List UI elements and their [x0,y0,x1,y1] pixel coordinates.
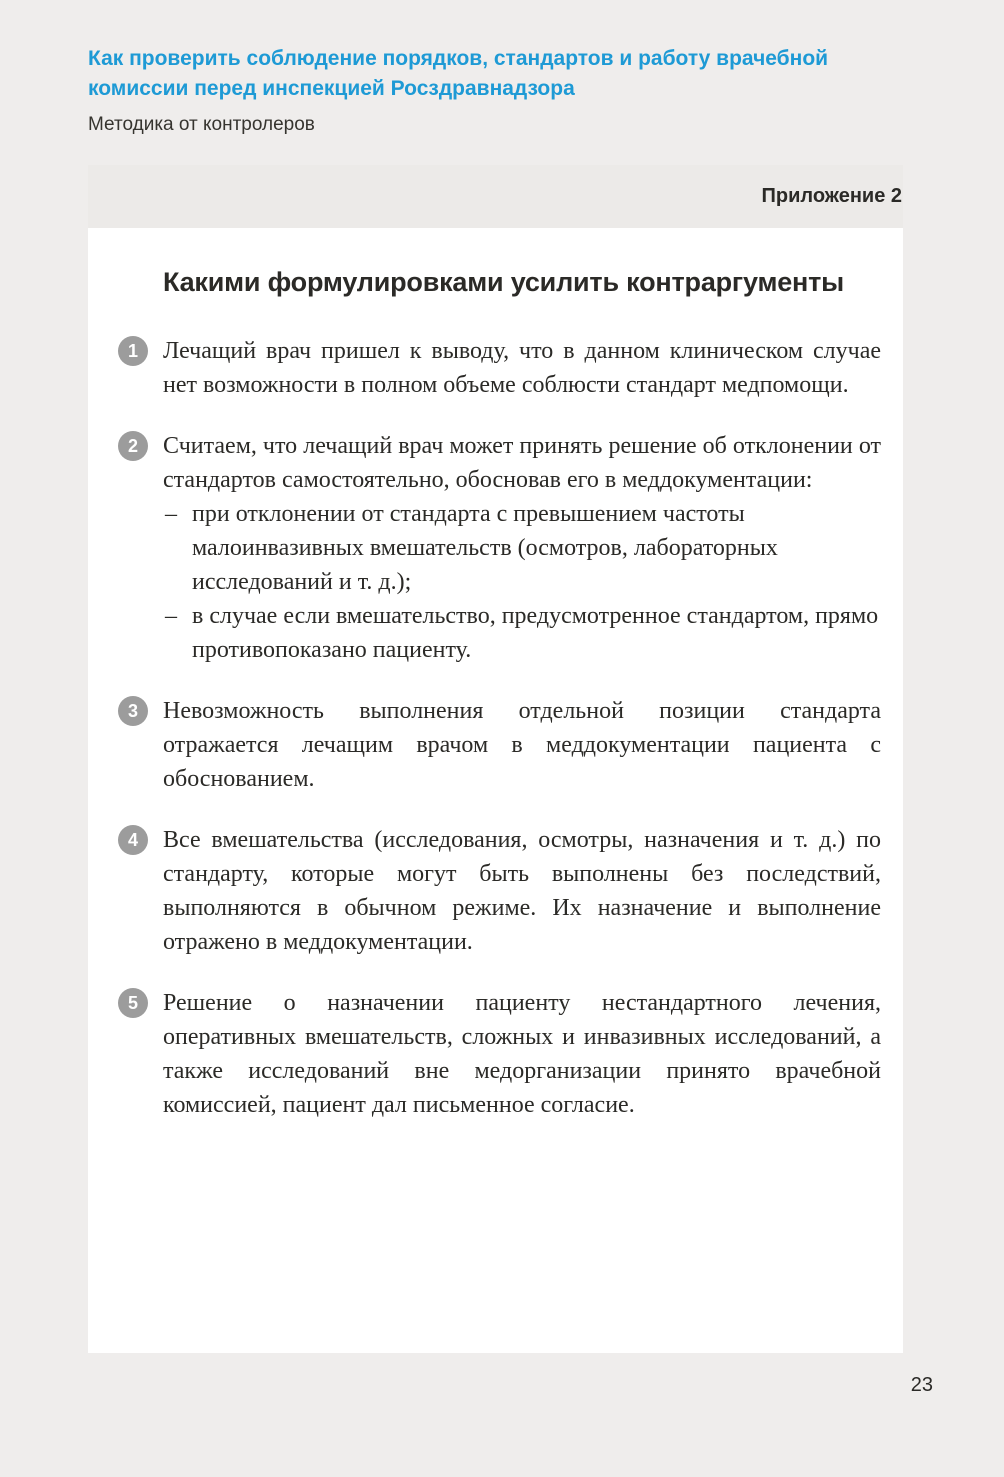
item-text: Все вмешательства (исследования, осмотры, назначения и т. д.) по стандарту, которые могут быть выполнены без последствий, выполняются в обычном режиме. Их назначение и выполнение отражено в меддокументации. [163,827,881,955]
item-number-badge: 4 [118,825,148,855]
dash-marker: – [165,603,177,629]
item-text: Считаем, что лечащий врач может принять решение об отклонении от стандартов самостоятельно, обосновав его в меддокументации: [163,433,881,493]
list-item [127,823,881,959]
sub-bullet [163,599,881,667]
dash-marker: – [165,501,177,527]
list-item [127,334,881,402]
sub-bullet-list [163,497,881,667]
sub-bullet [163,497,881,599]
list-item [127,429,881,667]
document-subtitle: Методика от контролеров [88,114,315,135]
item-number-badge: 3 [118,696,148,726]
appendix-band [88,165,903,228]
item-number-badge: 5 [118,988,148,1018]
document-title: Как проверить соблюдение порядков, стандартов и работу врачебной комиссии перед инспекцией Росздравнадзора [88,47,829,100]
numbered-list [127,334,881,1122]
item-text: Невозможность выполнения отдельной позиции стандарта отражается лечащим врачом в меддокументации пациента с обоснованием. [163,698,881,792]
running-header [88,44,920,137]
sub-bullet-text: при отклонении от стандарта с превышением частоты малоинвазивных вмешательств (осмотров, лабораторных исследований и т. д.); [192,501,778,595]
item-number-badge: 2 [118,431,148,461]
page-number: 23 [910,1374,933,1396]
content-card [88,228,903,1353]
sub-bullet-text: в случае если вмешательство, предусмотренное стандартом, прямо противопоказано пациенту. [192,603,879,663]
item-text: Лечащий врач пришел к выводу, что в данном клиническом случае нет возможности в полном объеме соблюсти стандарт медпомощи. [163,338,881,398]
section-heading: Какими формулировками усилить контраргументы [163,267,845,297]
appendix-label: Приложение 2 [761,185,902,207]
item-text: Решение о назначении пациенту нестандартного лечения, оперативных вмешательств, сложных и инвазивных исследований, а также исследований вне медорганизации принято врачебной комиссией, пациент дал письменное согласие. [163,990,881,1118]
list-item [127,986,881,1122]
item-number-badge: 1 [118,336,148,366]
list-item [127,694,881,796]
